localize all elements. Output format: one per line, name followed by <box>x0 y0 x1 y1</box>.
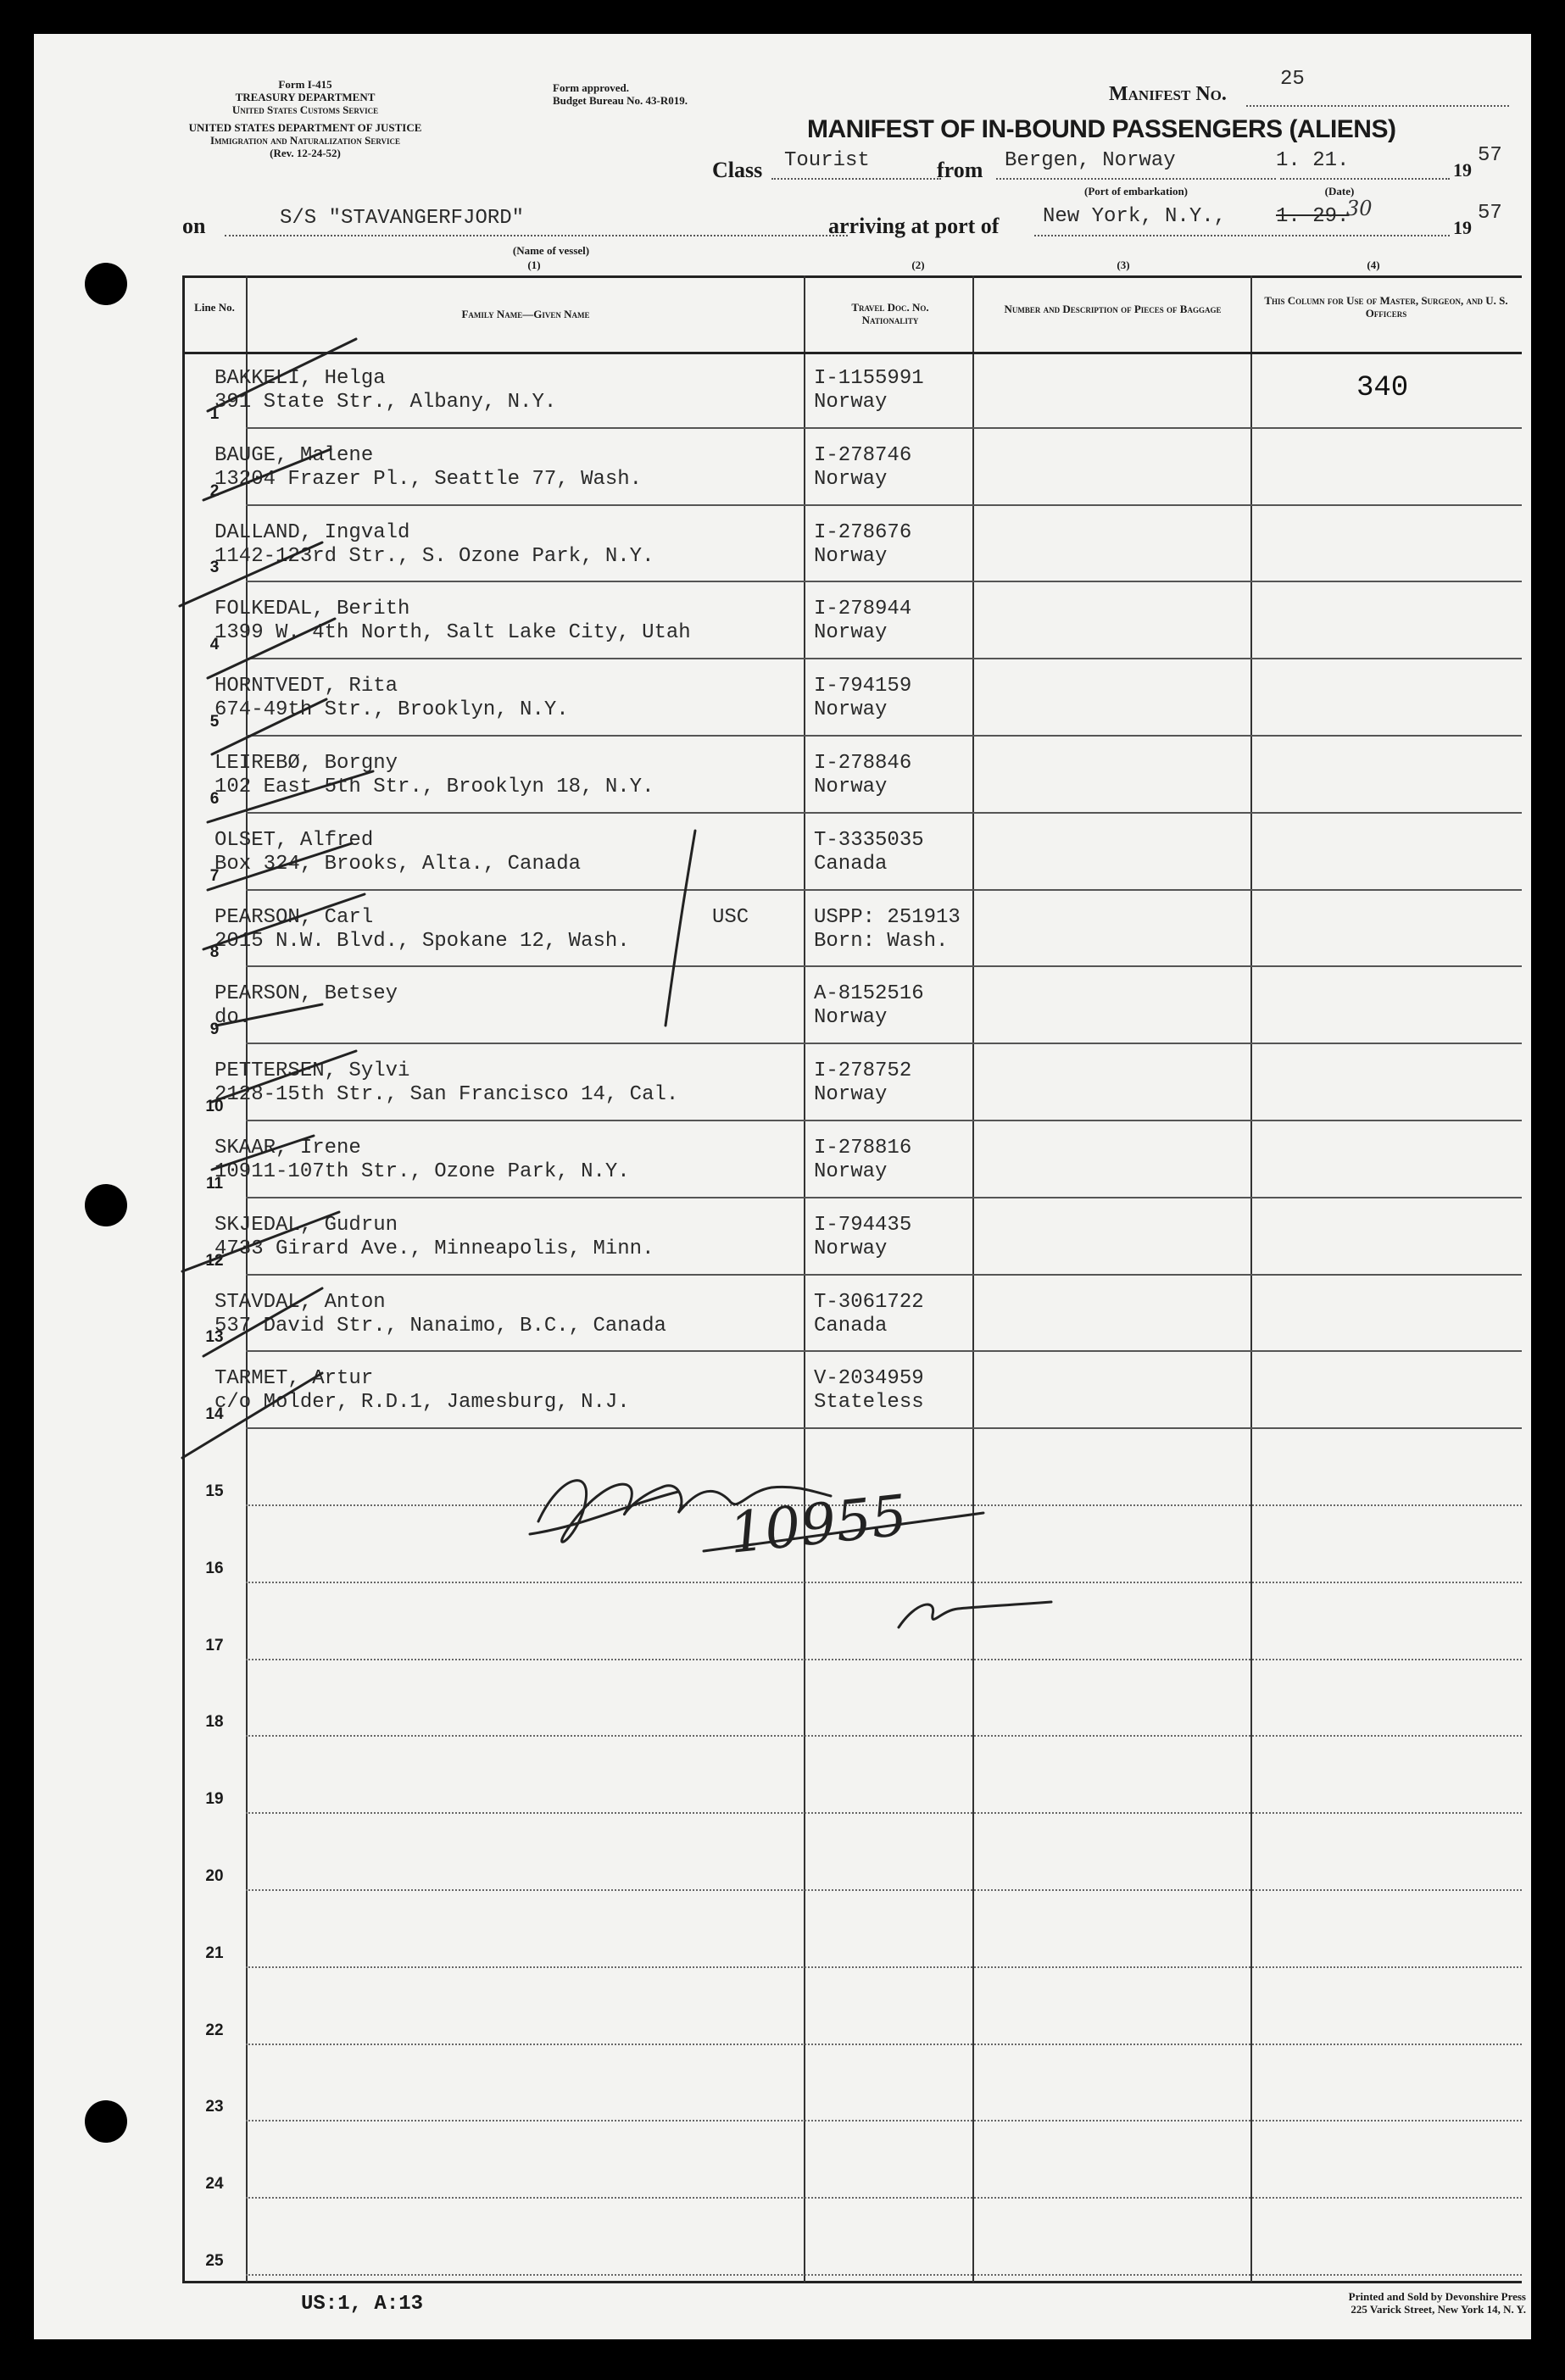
line-number: 18 <box>205 1713 224 1732</box>
from-label: from <box>937 158 983 182</box>
line-number: 14 <box>205 1405 224 1424</box>
passenger-address: 4733 Girard Ave., Minneapolis, Minn. <box>214 1237 654 1260</box>
passenger-address: 391 State Str., Albany, N.Y. <box>214 391 557 414</box>
check-mark-14 <box>182 1373 322 1458</box>
passenger-name: TARMET, Artur <box>214 1367 374 1391</box>
passenger-address: Box 324, Brooks, Alta., Canada <box>214 852 582 876</box>
nationality: Norway <box>814 776 888 798</box>
check-mark-13 <box>203 1288 322 1356</box>
passenger-address: 1399 W. 4th North, Salt Lake City, Utah <box>214 621 691 645</box>
line-number: 4 <box>209 636 220 654</box>
check-mark-3 <box>180 542 322 606</box>
nationality: Canada <box>814 852 888 876</box>
line-number: 20 <box>205 1866 224 1885</box>
nationality: Born: Wash. <box>814 929 949 953</box>
header-line-no: Line No. <box>194 301 235 314</box>
year1-prefix: 19 <box>1453 159 1472 181</box>
year1-suffix: 57 <box>1478 144 1502 167</box>
passenger-name: LEIREBØ, Borgny <box>214 752 398 775</box>
check-mark-7 <box>208 843 352 890</box>
nationality: Norway <box>814 1006 888 1030</box>
travel-doc-no: I-278752 <box>814 1059 912 1083</box>
line-number: 25 <box>205 2251 224 2270</box>
travel-doc-no: V-2034959 <box>814 1367 924 1391</box>
nationality: Norway <box>814 698 888 722</box>
line-number: 10 <box>205 1097 224 1115</box>
passenger-address: 13204 Frazer Pl., Seattle 77, Wash. <box>214 467 643 491</box>
passenger-name: OLSET, Alfred <box>214 828 374 852</box>
line-number: 23 <box>205 2098 224 2116</box>
arrival-date: 1. 29. <box>1276 205 1350 228</box>
form-number: Form I-415 <box>278 78 332 91</box>
travel-doc-no: T-3335035 <box>814 828 924 852</box>
ins-service: Immigration and Naturalization Service <box>209 134 401 147</box>
justice-dept: UNITED STATES DEPARTMENT OF JUSTICE <box>188 121 422 134</box>
check-mark-5 <box>212 699 326 754</box>
port-caption: (Port of embarkation) <box>1083 185 1189 197</box>
passenger-name: SKAAR, Irene <box>214 1137 361 1159</box>
check-mark-4 <box>208 619 335 678</box>
travel-doc-no: I-278746 <box>814 443 912 467</box>
col-number-1: (1) <box>527 259 541 271</box>
line-number: 21 <box>205 1943 224 1962</box>
passenger-address: 537 David Str., Nanaimo, B.C., Canada <box>214 1314 666 1337</box>
header-family-name: Family Name—Given Name <box>461 308 590 320</box>
travel-doc-no: I-278816 <box>814 1137 912 1159</box>
departure-date: 1. 21. <box>1276 149 1350 172</box>
passenger-address: 2015 N.W. Blvd., Spokane 12, Wash. <box>214 929 630 953</box>
travel-doc-no: I-278676 <box>814 520 912 544</box>
check-mark-12 <box>182 1212 339 1271</box>
line-number: 6 <box>209 789 220 808</box>
manifest-page <box>34 34 1531 2339</box>
check-mark-8 <box>203 894 365 949</box>
year2-prefix: 19 <box>1453 217 1472 238</box>
travel-doc-no: I-794159 <box>814 675 912 698</box>
citizenship-note: USC <box>712 905 749 929</box>
arriving-label: arriving at port of <box>828 214 1000 238</box>
customs-service: United States Customs Service <box>231 103 379 116</box>
line-number: 17 <box>205 1636 224 1654</box>
check-mark-1 <box>208 339 356 411</box>
travel-doc-no: USPP: 251913 <box>814 905 961 929</box>
arrival-port: New York, N.Y., <box>1043 205 1227 228</box>
passenger-address: 674-49th Str., Brooklyn, N.Y. <box>214 698 569 722</box>
travel-doc-no: I-794435 <box>814 1213 912 1237</box>
passenger-name: BAUGE, Malene <box>214 443 374 467</box>
nationality: Norway <box>814 1160 888 1183</box>
passenger-address: do. <box>214 1006 252 1030</box>
check-mark-2 <box>203 449 331 500</box>
passenger-address: 10911-107th Str., Ozone Park, N.Y. <box>214 1160 630 1183</box>
treasury-dept: TREASURY DEPARTMENT <box>235 91 376 103</box>
page-title: MANIFEST OF IN-BOUND PASSENGERS (ALIENS) <box>807 115 1396 143</box>
passenger-name: SKJEDAL, Gudrun <box>214 1213 398 1237</box>
initials-scribble <box>899 1602 1051 1627</box>
col-number-3: (3) <box>1117 259 1130 271</box>
nationality: Norway <box>814 544 888 568</box>
line-number: 22 <box>205 2021 224 2039</box>
manifest-no-value: 25 <box>1280 68 1305 91</box>
from-value: Bergen, Norway <box>1005 149 1176 172</box>
line-number: 8 <box>209 943 220 962</box>
class-label: Class <box>712 158 763 182</box>
passenger-address: 1142-123rd Str., S. Ozone Park, N.Y. <box>214 544 654 568</box>
passenger-name: PEARSON, Betsey <box>214 982 398 1006</box>
footer-stamp: US:1, A:13 <box>301 2293 424 2316</box>
printer-info <box>1204 2290 1526 2316</box>
nationality: Norway <box>814 1237 888 1260</box>
class-value: Tourist <box>784 149 870 172</box>
header-travel-doc: Travel Doc. No. Nationality <box>851 301 929 326</box>
manifest-no-label: Manifest No. <box>1109 83 1227 105</box>
passenger-name: PEARSON, Carl <box>214 905 374 929</box>
line-number: 1 <box>209 404 220 423</box>
line-number: 9 <box>209 1020 220 1039</box>
check-mark-6 <box>208 771 373 822</box>
check-mark-10 <box>212 1051 356 1102</box>
header-officers: This Column for Use of Master, Surgeon, and U. S. Officers <box>1264 294 1508 320</box>
printer-line-1: Printed and Sold by Devonshire Press <box>1348 2290 1526 2303</box>
passenger-name: FOLKEDAL, Berith <box>214 598 410 621</box>
year2-suffix: 57 <box>1478 202 1502 225</box>
travel-doc-no: I-278944 <box>814 598 912 621</box>
form-approved: Form approved. <box>553 81 630 94</box>
vessel-name: S/S "STAVANGERFJORD" <box>280 207 525 230</box>
nationality: Norway <box>814 467 888 491</box>
line-number: 13 <box>205 1328 224 1347</box>
nationality: Norway <box>814 391 888 414</box>
budget-bureau: Budget Bureau No. 43-R019. <box>553 94 688 107</box>
nationality: Stateless <box>814 1391 924 1415</box>
passenger-name: HORNTVEDT, Rita <box>214 675 398 698</box>
handwritten-marks <box>34 34 1531 2339</box>
passenger-address: 102 East 5th Str., Brooklyn 18, N.Y. <box>214 776 654 798</box>
line-number: 24 <box>205 2175 224 2194</box>
handwritten-number: 10955 <box>726 1482 911 1566</box>
passenger-name: DALLAND, Ingvald <box>214 520 410 544</box>
revision-date: (Rev. 12-24-52) <box>270 147 341 159</box>
arrival-date-correction: 30 <box>1346 197 1373 220</box>
passenger-name: PETTERSEN, Sylvi <box>214 1059 410 1083</box>
passenger-name: BAKKELI, Helga <box>214 367 386 390</box>
passenger-address: 2128-15th Str., San Francisco 14, Cal. <box>214 1083 679 1107</box>
travel-doc-no: I-1155991 <box>814 367 924 390</box>
passenger-address: c/o Molder, R.D.1, Jamesburg, N.J. <box>214 1391 630 1415</box>
on-label: on <box>182 214 206 238</box>
travel-doc-no: A-8152516 <box>814 982 924 1006</box>
travel-doc-no: T-3061722 <box>814 1290 924 1314</box>
line-number: 12 <box>205 1251 224 1270</box>
col-number-2: (2) <box>911 259 925 271</box>
vessel-caption: (Name of vessel) <box>512 244 590 257</box>
officer-note: 340 <box>1356 372 1409 404</box>
date-caption: (Date) <box>1324 185 1355 197</box>
col-number-4: (4) <box>1367 259 1380 271</box>
line-number: 5 <box>209 712 220 731</box>
line-number: 15 <box>205 1482 224 1500</box>
passenger-name: STAVDAL, Anton <box>214 1290 386 1314</box>
nationality: Norway <box>814 621 888 645</box>
line-number: 19 <box>205 1790 224 1809</box>
travel-doc-no: I-278846 <box>814 752 912 775</box>
line-number: 16 <box>205 1559 224 1577</box>
brace-line <box>666 831 695 1026</box>
nationality: Norway <box>814 1083 888 1107</box>
line-number: 7 <box>209 866 220 885</box>
printer-line-2: 225 Varick Street, New York 14, N. Y. <box>1351 2303 1526 2316</box>
line-number: 11 <box>205 1174 224 1193</box>
nationality: Canada <box>814 1314 888 1337</box>
line-number: 2 <box>209 481 220 500</box>
check-mark-9 <box>216 1004 322 1026</box>
header-baggage: Number and Description of Pieces of Baggage <box>1004 303 1222 315</box>
check-mark-11 <box>212 1136 314 1170</box>
line-number: 3 <box>209 559 220 577</box>
